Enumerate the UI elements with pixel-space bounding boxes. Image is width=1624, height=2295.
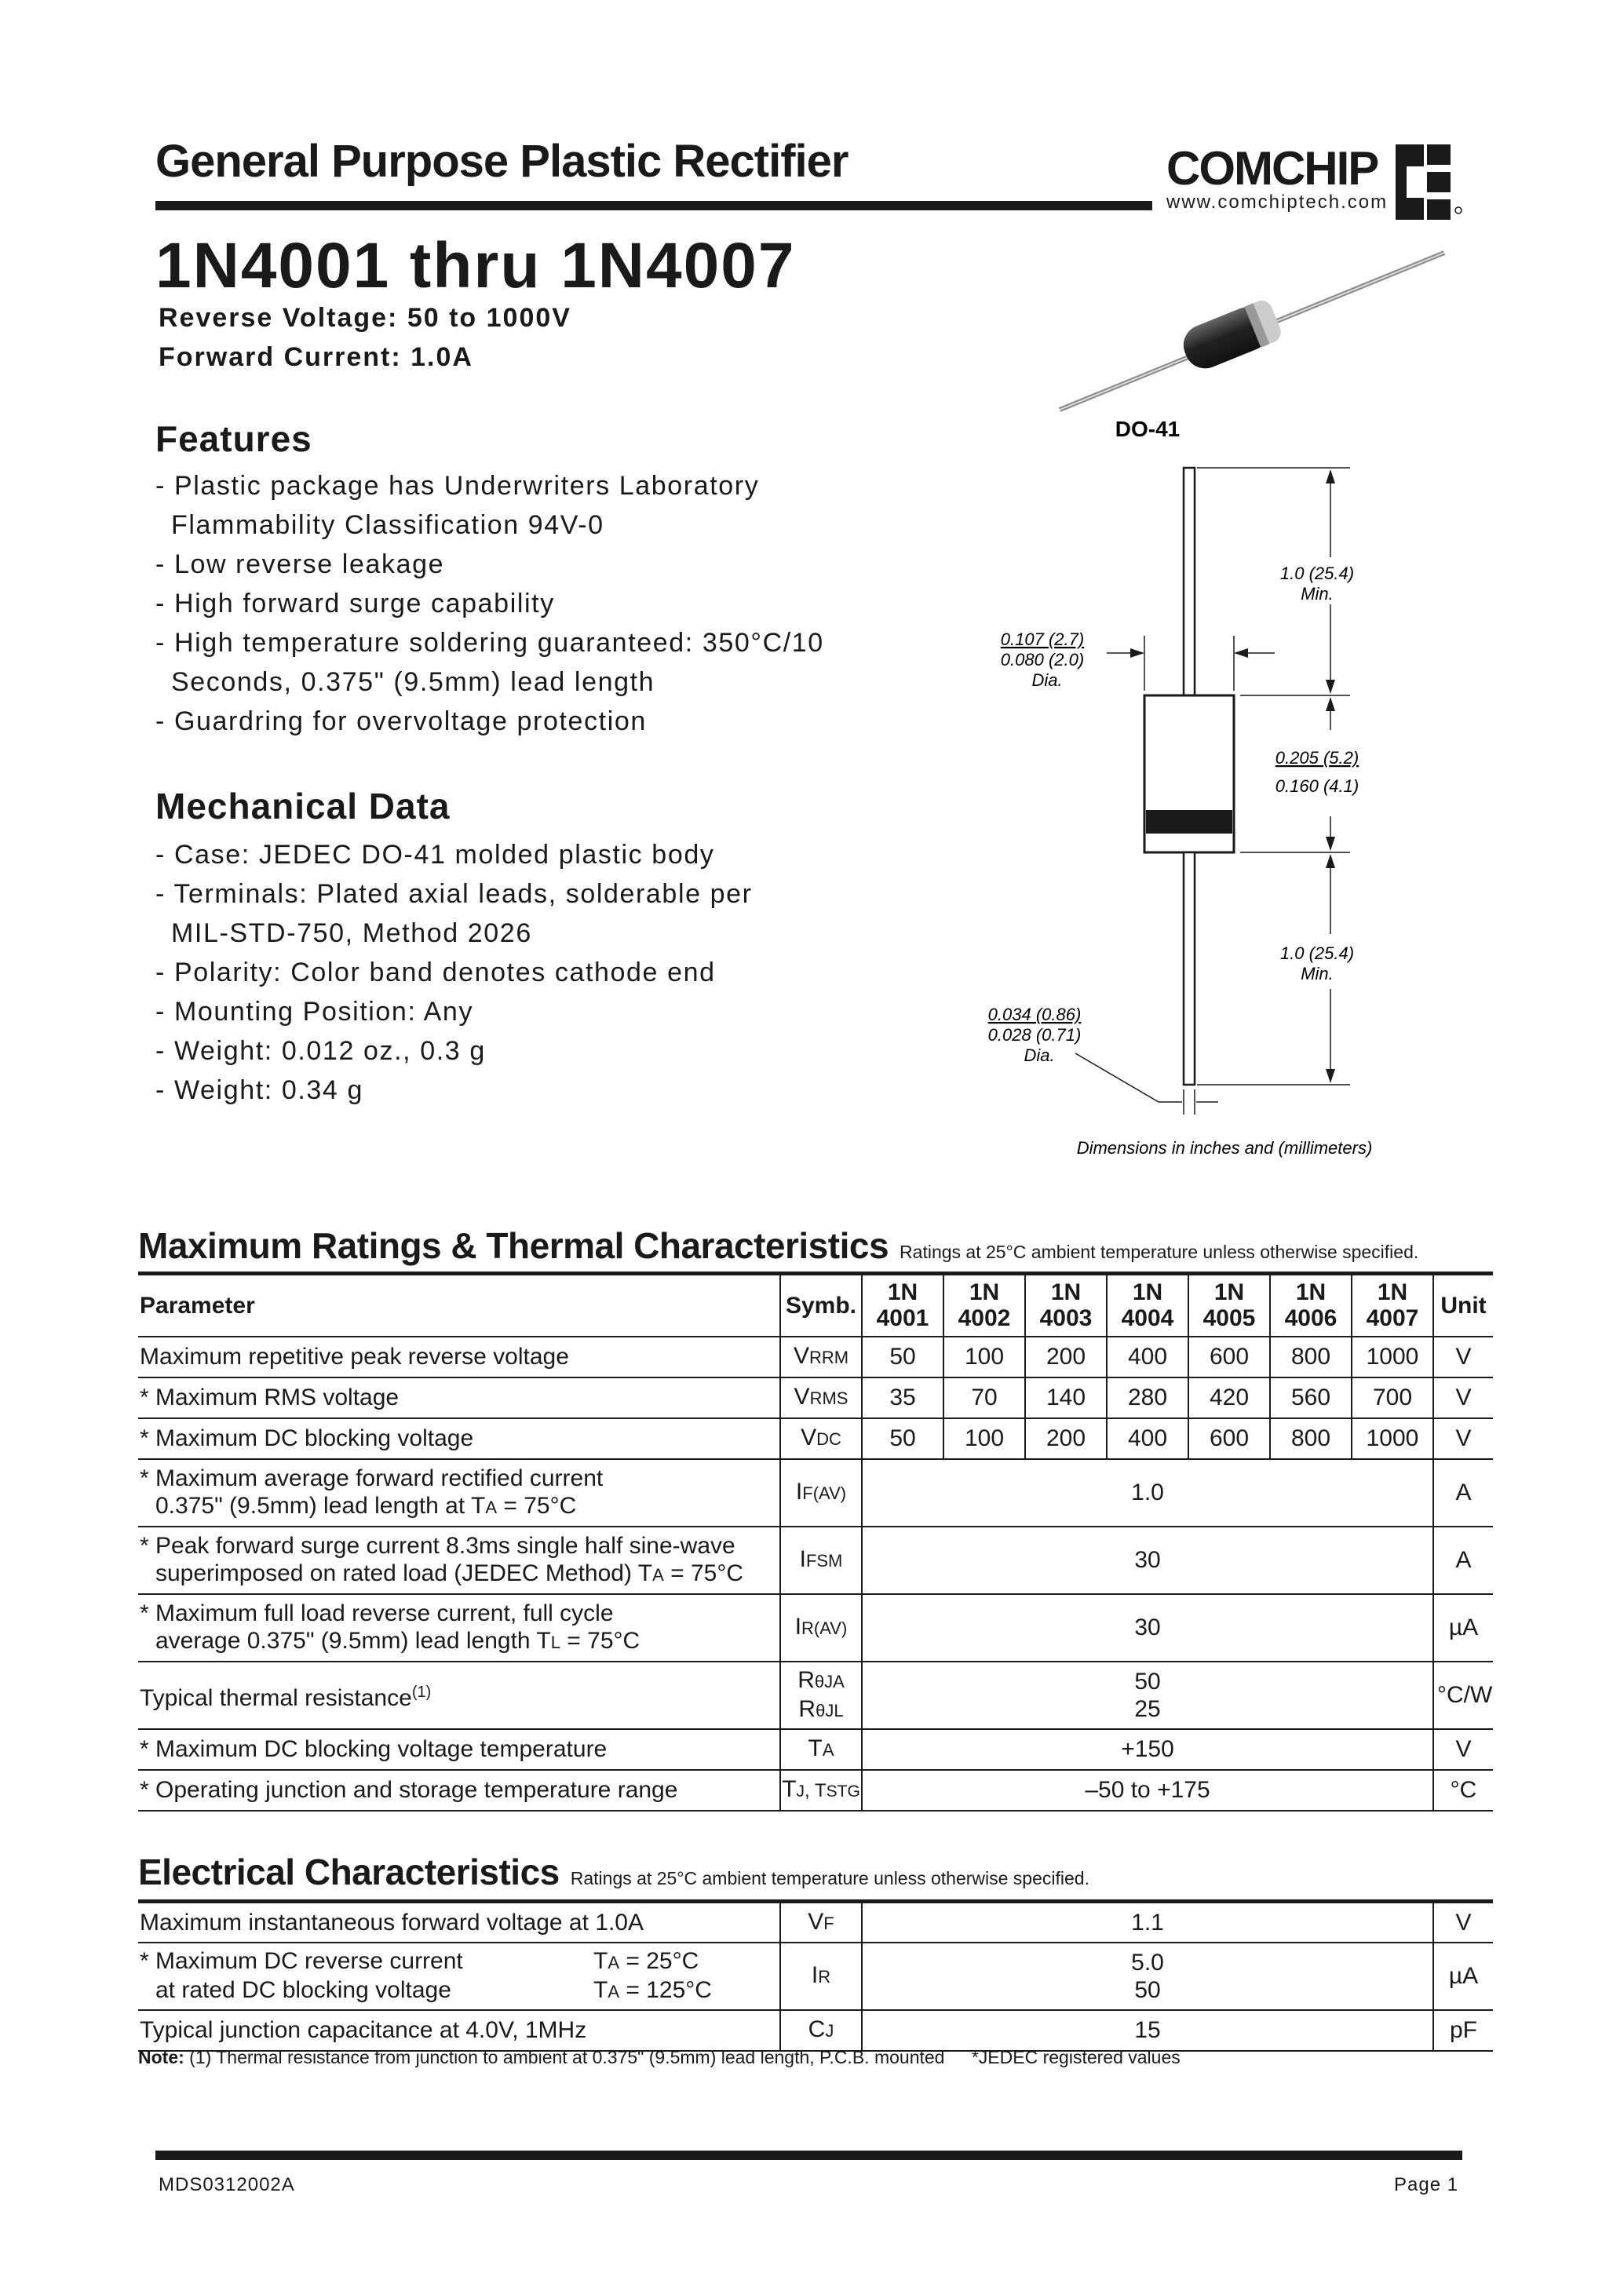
table-row bbox=[138, 1902, 1493, 1943]
header-rule bbox=[155, 201, 1152, 210]
feature-item: Flammability Classification 94V-0 bbox=[171, 510, 604, 540]
row-symbol: IR(AV) bbox=[780, 1594, 862, 1662]
row-value: 30 bbox=[862, 1527, 1433, 1594]
mechanical-item: - Mounting Position: Any bbox=[155, 997, 474, 1027]
table-row bbox=[138, 1337, 1493, 1377]
top-lead-min: Min. bbox=[1301, 584, 1334, 604]
row-symbol: VRMS bbox=[780, 1377, 862, 1418]
diode-3d-icon bbox=[1060, 253, 1444, 410]
top-lead-length: 1.0 (25.4) bbox=[1279, 564, 1355, 583]
row-value: 800 bbox=[1270, 1418, 1352, 1459]
row-value: 1000 bbox=[1352, 1418, 1433, 1459]
feature-item: Seconds, 0.375" (9.5mm) lead length bbox=[171, 667, 655, 697]
table-row bbox=[138, 1418, 1493, 1459]
row-value: 200 bbox=[1025, 1337, 1107, 1377]
electrical-heading bbox=[138, 1851, 1089, 1893]
row-value: 1000 bbox=[1352, 1337, 1433, 1377]
header-part-4007: 1N 4007 bbox=[1352, 1274, 1433, 1337]
row-value: 100 bbox=[943, 1337, 1025, 1377]
header-unit: Unit bbox=[1433, 1274, 1493, 1337]
header-part-4003: 1N 4003 bbox=[1025, 1274, 1107, 1337]
row-unit: °C bbox=[1433, 1770, 1493, 1811]
row-value: 280 bbox=[1107, 1377, 1188, 1418]
brand-name: COMCHIP bbox=[1166, 142, 1378, 195]
row-value: 1.1 bbox=[862, 1902, 1433, 1943]
row-symbol: IR bbox=[780, 1943, 862, 2010]
document-title: General Purpose Plastic Rectifier bbox=[155, 136, 848, 187]
max-ratings-note: Ratings at 25°C ambient temperature unless otherwise specified. bbox=[900, 1242, 1419, 1262]
table-row bbox=[138, 1729, 1493, 1770]
footnote-label: Note: bbox=[138, 2047, 184, 2067]
electrical-title: Electrical Characteristics bbox=[138, 1852, 560, 1892]
reverse-voltage: Reverse Voltage: 50 to 1000V bbox=[159, 303, 571, 333]
footer-rule bbox=[155, 2151, 1462, 2160]
row-value: 1.0 bbox=[862, 1459, 1433, 1527]
row-parameter: * Maximum average forward rectified current 0.375" (9.5mm) lead length at TA = 75°C bbox=[138, 1459, 780, 1527]
row-value: +150 bbox=[862, 1729, 1433, 1770]
header-symbol: Symb. bbox=[780, 1274, 862, 1337]
row-symbol: VDC bbox=[780, 1418, 862, 1459]
footnote-text: (1) Thermal resistance from junction to ambient at 0.375" (9.5mm) lead length, P.C.B. mounted bbox=[189, 2047, 945, 2067]
row-value: 35 bbox=[862, 1377, 943, 1418]
row-value: 5.0 50 bbox=[862, 1943, 1433, 2010]
brand-url: www.comchiptech.com bbox=[1166, 192, 1389, 213]
mechanical-item: - Polarity: Color band denotes cathode end bbox=[155, 958, 716, 987]
row-value: 400 bbox=[1107, 1337, 1188, 1377]
part-number: 1N4001 thru 1N4007 bbox=[155, 230, 796, 301]
row-parameter: Typical thermal resistance$^{(1)}$ bbox=[138, 1662, 780, 1729]
row-parameter: Typical junction capacitance at 4.0V, 1MHz bbox=[138, 2010, 780, 2051]
body-diameter-min: 0.080 (2.0) bbox=[1000, 650, 1085, 670]
row-value: 560 bbox=[1270, 1377, 1352, 1418]
comchip-logo-icon bbox=[1396, 144, 1463, 220]
mechanical-item: MIL-STD-750, Method 2026 bbox=[171, 918, 532, 948]
bottom-lead-min: Min. bbox=[1301, 964, 1334, 983]
row-value: –50 to +175 bbox=[862, 1770, 1433, 1811]
row-symbol: IF(AV) bbox=[780, 1459, 862, 1527]
row-value: 70 bbox=[943, 1377, 1025, 1418]
body-length-max: 0.205 (5.2) bbox=[1275, 748, 1359, 768]
row-unit: V bbox=[1433, 1418, 1493, 1459]
table-row bbox=[138, 1662, 1493, 1729]
table-row bbox=[138, 1594, 1493, 1662]
header-part-4005: 1N 4005 bbox=[1188, 1274, 1270, 1337]
row-symbol: VRRM bbox=[780, 1337, 862, 1377]
row-parameter: * Peak forward surge current 8.3ms single half sine-wave superimposed on rated load (JEDEC Method) TA = 75°C bbox=[138, 1527, 780, 1594]
row-symbol: RθJA RθJL bbox=[780, 1662, 862, 1729]
forward-current: Forward Current: 1.0A bbox=[159, 342, 473, 372]
row-unit: °C/W bbox=[1433, 1662, 1493, 1729]
max-ratings-table bbox=[138, 1272, 1493, 1812]
row-parameter: * Maximum DC blocking voltage bbox=[138, 1418, 780, 1459]
header-part-4001: 1N 4001 bbox=[862, 1274, 943, 1337]
table-row bbox=[138, 1377, 1493, 1418]
table-header-row bbox=[138, 1274, 1493, 1337]
mechanical-list bbox=[155, 835, 753, 1110]
row-parameter: * Operating junction and storage temperature range bbox=[138, 1770, 780, 1811]
row-symbol: VF bbox=[780, 1902, 862, 1943]
lead-diameter-min: 0.028 (0.71) bbox=[987, 1025, 1082, 1045]
lead-diameter-max: 0.034 (0.86) bbox=[987, 1005, 1082, 1024]
row-symbol: TA bbox=[780, 1729, 862, 1770]
row-parameter: * Maximum RMS voltage bbox=[138, 1377, 780, 1418]
row-symbol: TJ, TSTG bbox=[780, 1770, 862, 1811]
header-part-4004: 1N 4004 bbox=[1107, 1274, 1188, 1337]
row-value: 800 bbox=[1270, 1337, 1352, 1377]
mechanical-item: - Case: JEDEC DO-41 molded plastic body bbox=[155, 840, 715, 870]
row-unit: pF bbox=[1433, 2010, 1493, 2051]
row-symbol: IFSM bbox=[780, 1527, 862, 1594]
body-diameter-dia: Dia. bbox=[1031, 670, 1063, 690]
row-parameter: * Maximum DC blocking voltage temperature bbox=[138, 1729, 780, 1770]
row-value: 50 bbox=[862, 1337, 943, 1377]
body-diameter-max: 0.107 (2.7) bbox=[1000, 629, 1085, 649]
mechanical-item: - Terminals: Plated axial leads, solderable per bbox=[155, 879, 753, 909]
row-value: 420 bbox=[1188, 1377, 1270, 1418]
header-part-4002: 1N 4002 bbox=[943, 1274, 1025, 1337]
jedec-note: *JEDEC registered values bbox=[971, 2047, 1181, 2067]
body-length-min: 0.160 (4.1) bbox=[1275, 776, 1359, 796]
footnote bbox=[138, 2047, 1181, 2068]
mechanical-item: - Weight: 0.34 g bbox=[155, 1075, 363, 1105]
do41-package-drawing bbox=[926, 228, 1476, 1193]
row-unit: µA bbox=[1433, 1594, 1493, 1662]
table-row bbox=[138, 1527, 1493, 1594]
page-number: Page 1 bbox=[1394, 2174, 1459, 2195]
row-parameter: Maximum repetitive peak reverse voltage bbox=[138, 1337, 780, 1377]
row-value: 30 bbox=[862, 1594, 1433, 1662]
feature-item: - High forward surge capability bbox=[155, 589, 555, 618]
row-unit: V bbox=[1433, 1729, 1493, 1770]
row-value: 600 bbox=[1188, 1337, 1270, 1377]
row-parameter: * Maximum DC reverse current TA = 25°C at rated DC blocking voltage TA = 125°C bbox=[138, 1943, 780, 2010]
row-value: 50 bbox=[862, 1418, 943, 1459]
header-part-4006: 1N 4006 bbox=[1270, 1274, 1352, 1337]
row-unit: V bbox=[1433, 1377, 1493, 1418]
row-symbol: CJ bbox=[780, 2010, 862, 2051]
package-label: DO-41 bbox=[1115, 417, 1181, 441]
table-row bbox=[138, 1770, 1493, 1811]
header-parameter: Parameter bbox=[138, 1274, 780, 1337]
document-id: MDS0312002A bbox=[159, 2174, 295, 2195]
row-parameter: * Maximum full load reverse current, full cycle average 0.375" (9.5mm) lead length TL = 75°C bbox=[138, 1594, 780, 1662]
row-value: 15 bbox=[862, 2010, 1433, 2051]
bottom-lead-length: 1.0 (25.4) bbox=[1279, 943, 1355, 963]
row-value: 100 bbox=[943, 1418, 1025, 1459]
row-value: 140 bbox=[1025, 1377, 1107, 1418]
features-heading: Features bbox=[155, 418, 312, 459]
mechanical-item: - Weight: 0.012 oz., 0.3 g bbox=[155, 1036, 486, 1066]
feature-item: - Low reverse leakage bbox=[155, 549, 445, 579]
max-ratings-heading bbox=[138, 1224, 1418, 1267]
feature-item: - High temperature soldering guaranteed: 350°C/10 bbox=[155, 628, 824, 658]
lead-diameter-dia: Dia. bbox=[1024, 1045, 1055, 1065]
table-row bbox=[138, 1459, 1493, 1527]
row-value: 50 25 bbox=[862, 1662, 1433, 1729]
row-unit: µA bbox=[1433, 1943, 1493, 2010]
mechanical-heading: Mechanical Data bbox=[155, 786, 451, 826]
electrical-table bbox=[138, 1899, 1493, 2052]
dimensions-caption: Dimensions in inches and (millimeters) bbox=[1076, 1138, 1373, 1158]
row-value: 700 bbox=[1352, 1377, 1433, 1418]
max-ratings-title: Maximum Ratings & Thermal Characteristics bbox=[138, 1225, 889, 1266]
row-value: 200 bbox=[1025, 1418, 1107, 1459]
feature-item: - Guardring for overvoltage protection bbox=[155, 706, 647, 736]
row-parameter: Maximum instantaneous forward voltage at 1.0A bbox=[138, 1902, 780, 1943]
table-row bbox=[138, 2010, 1493, 2051]
row-unit: V bbox=[1433, 1902, 1493, 1943]
row-unit: A bbox=[1433, 1459, 1493, 1527]
feature-item: - Plastic package has Underwriters Laboratory bbox=[155, 471, 760, 501]
row-value: 400 bbox=[1107, 1418, 1188, 1459]
features-list bbox=[155, 466, 824, 741]
row-value: 600 bbox=[1188, 1418, 1270, 1459]
table-row bbox=[138, 1943, 1493, 2010]
row-unit: A bbox=[1433, 1527, 1493, 1594]
electrical-note: Ratings at 25°C ambient temperature unless otherwise specified. bbox=[570, 1868, 1089, 1888]
row-unit: V bbox=[1433, 1337, 1493, 1377]
